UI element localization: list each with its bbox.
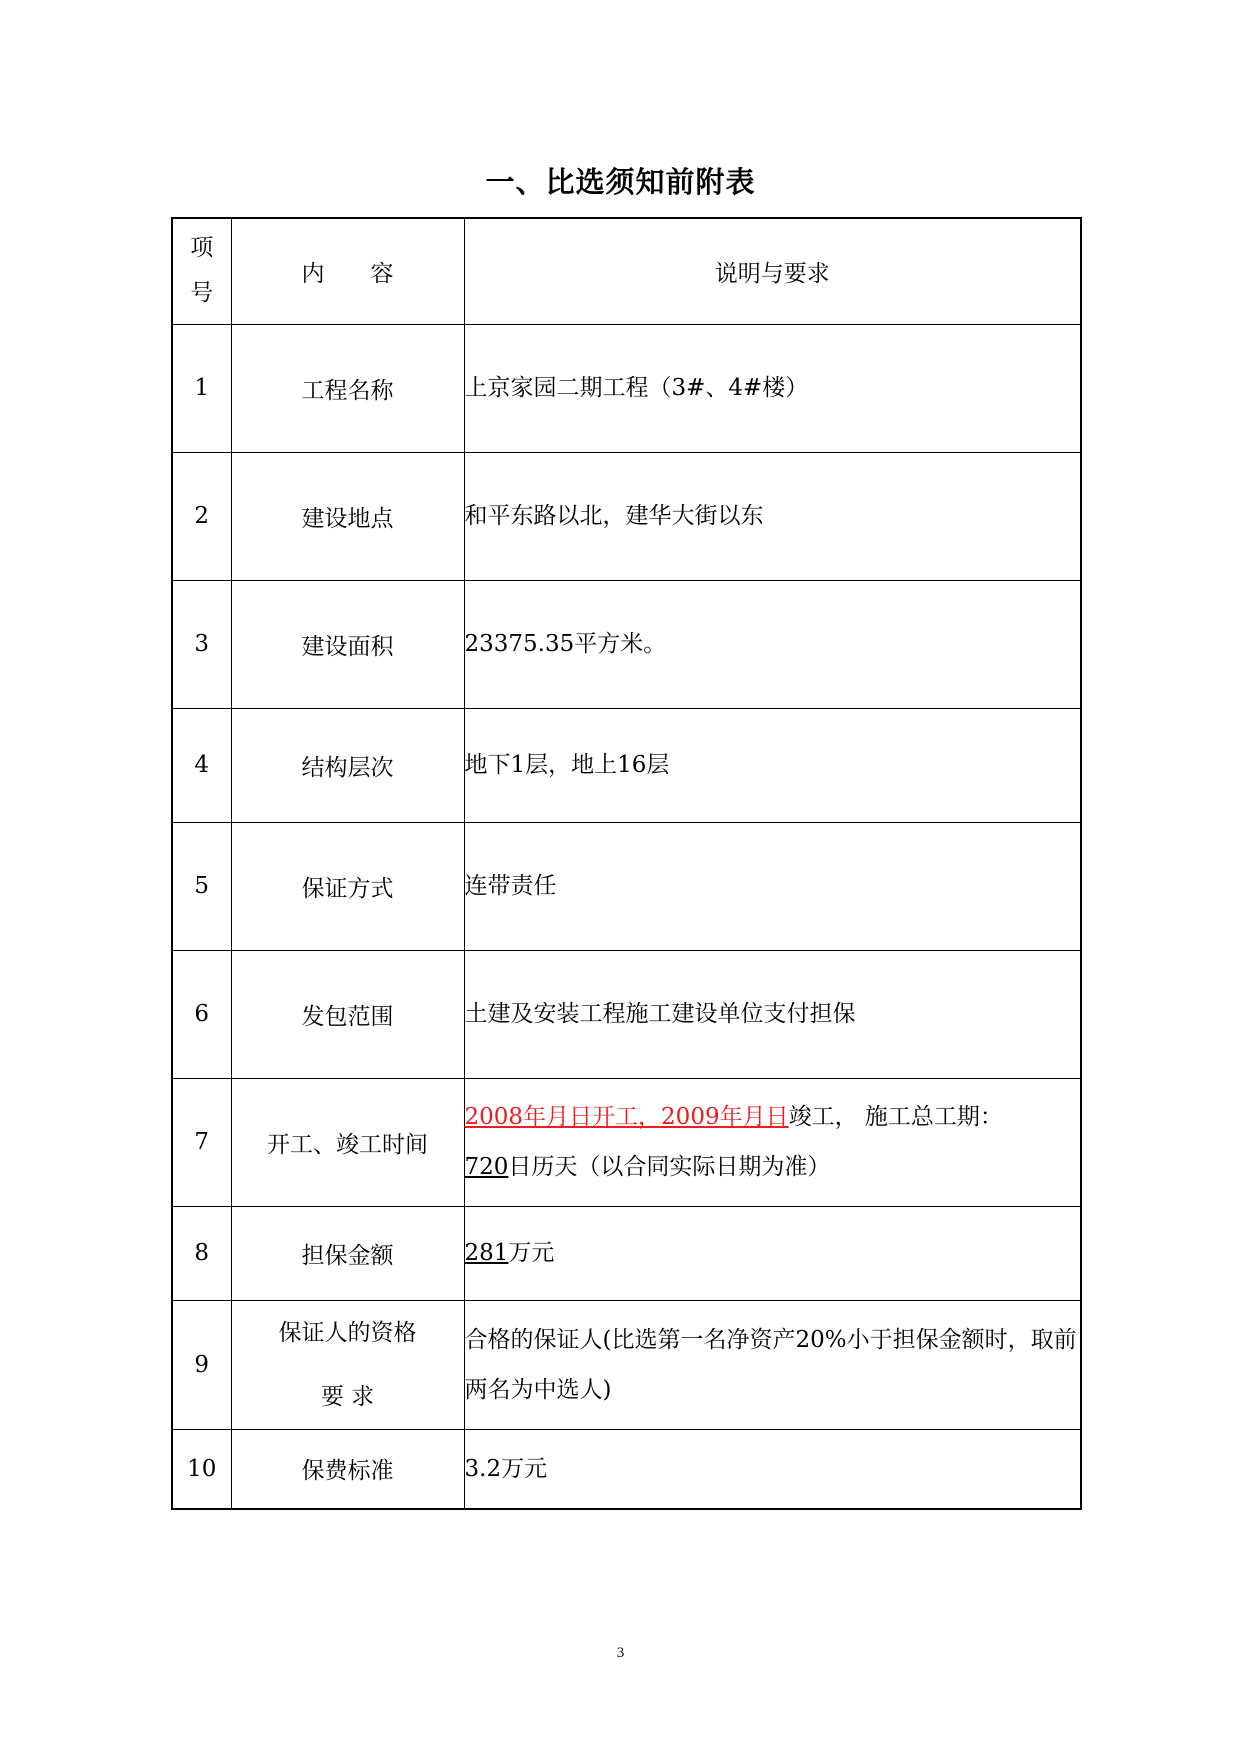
table-row	[172, 580, 1081, 708]
row-name: 开工、竣工时间	[231, 1078, 464, 1206]
row-name: 保证方式	[231, 822, 464, 950]
row-name: 保费标准	[231, 1429, 464, 1509]
total-days-suffix: 日历天（以合同实际日期为准）	[508, 1154, 831, 1180]
row-number: 1	[172, 324, 231, 452]
start-date-text: 年月日开工，	[523, 1104, 662, 1130]
row-description: 23375.35平方米。	[464, 580, 1081, 708]
end-year: 2009	[661, 1104, 720, 1130]
row-name: 工程名称	[231, 324, 464, 452]
row-number: 6	[172, 950, 231, 1078]
row-number: 4	[172, 708, 231, 822]
header-item-number	[172, 218, 231, 324]
requirements-table	[171, 217, 1082, 1510]
guarantee-unit: 万元	[508, 1240, 555, 1266]
row-description-schedule	[464, 1078, 1081, 1206]
row-number: 5	[172, 822, 231, 950]
page-number: 3	[616, 1645, 625, 1661]
row-name-line2: 要 求	[320, 1383, 375, 1410]
table-row	[172, 1300, 1081, 1429]
table-row	[172, 822, 1081, 950]
table-row	[172, 1078, 1081, 1206]
row-number: 2	[172, 452, 231, 580]
row-description-amount	[464, 1206, 1081, 1300]
header-description: 说明与要求	[464, 218, 1081, 324]
table-header-row	[172, 218, 1081, 324]
header-item-number-line1: 项	[190, 235, 214, 262]
row-description: 和平东路以北，建华大街以东	[464, 452, 1081, 580]
row-name	[231, 1300, 464, 1429]
row-description: 土建及安装工程施工建设单位支付担保	[464, 950, 1081, 1078]
header-item-number-line2: 号	[190, 280, 214, 307]
total-days: 720	[464, 1154, 509, 1180]
row-name: 建设面积	[231, 580, 464, 708]
row-description: 连带责任	[464, 822, 1081, 950]
row-number: 9	[172, 1300, 231, 1429]
row-description: 合格的保证人(比选第一名净资产20%小于担保金额时，取前两名为中选人)	[464, 1300, 1081, 1429]
row-description: 3.2万元	[464, 1429, 1081, 1509]
table-row	[172, 950, 1081, 1078]
row-name: 担保金额	[231, 1206, 464, 1300]
table-row	[172, 1429, 1081, 1509]
table-row	[172, 1206, 1081, 1300]
row-number: 10	[172, 1429, 231, 1509]
table-row	[172, 452, 1081, 580]
row-number: 8	[172, 1206, 231, 1300]
row-number: 3	[172, 580, 231, 708]
row-description: 上京家园二期工程（3#、4#楼）	[464, 324, 1081, 452]
guarantee-amount: 281	[464, 1240, 509, 1266]
end-date-suffix: 竣工， 施工总工期：	[788, 1104, 1003, 1130]
row-description: 地下1层，地上16层	[464, 708, 1081, 822]
header-content: 内 容	[231, 218, 464, 324]
start-year: 2008	[464, 1104, 524, 1130]
page-title: 一、比选须知前附表	[485, 165, 756, 199]
table-row	[172, 708, 1081, 822]
end-date-text: 年月日	[719, 1104, 789, 1130]
row-number: 7	[172, 1078, 231, 1206]
row-name-line1: 保证人的资格	[278, 1319, 417, 1346]
row-name: 发包范围	[231, 950, 464, 1078]
table-row	[172, 324, 1081, 452]
row-name: 结构层次	[231, 708, 464, 822]
row-name: 建设地点	[231, 452, 464, 580]
